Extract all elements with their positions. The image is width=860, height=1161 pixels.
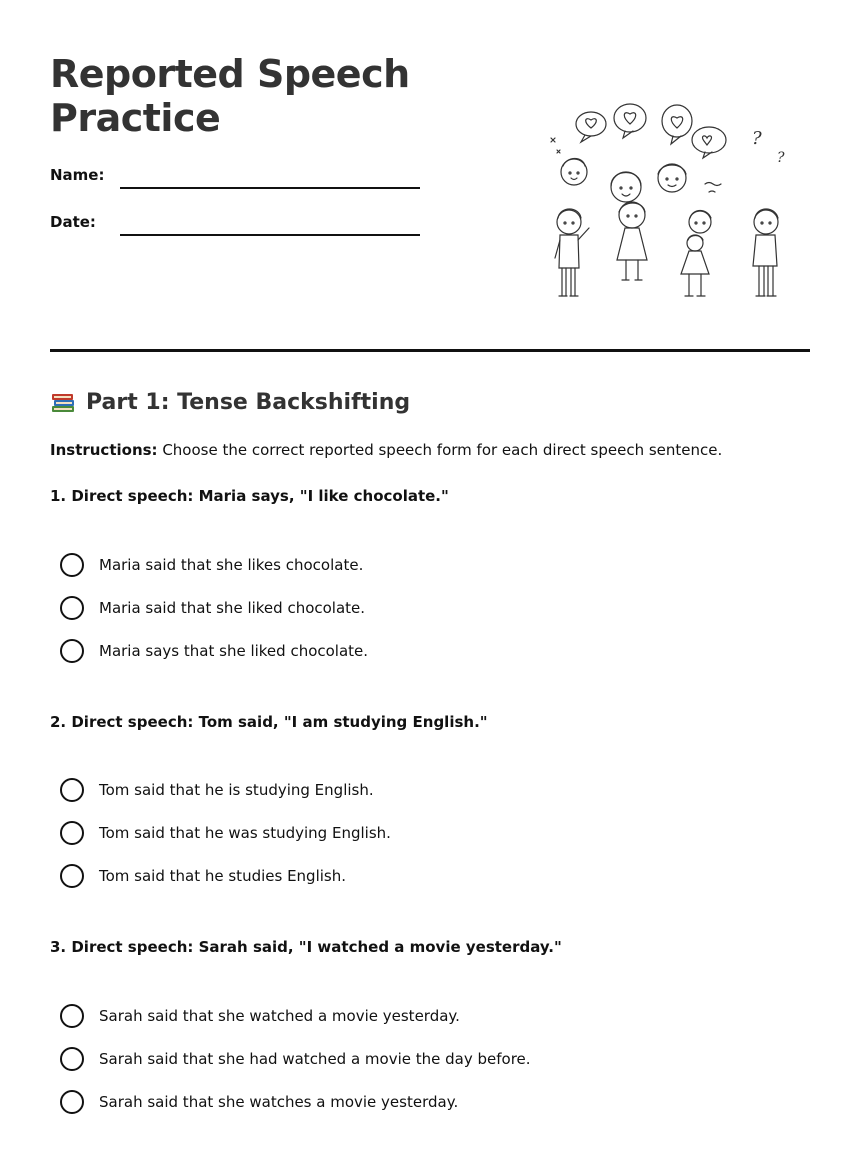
radio-button[interactable]	[60, 553, 84, 577]
option-label: Tom said that he studies English.	[99, 867, 347, 885]
option-label: Maria said that she likes chocolate.	[99, 556, 364, 574]
radio-button[interactable]	[60, 1004, 84, 1028]
option-label: Sarah said that she had watched a movie the day before.	[99, 1050, 531, 1068]
option-label: Tom said that he is studying English.	[99, 781, 374, 799]
header-divider	[50, 349, 810, 352]
answer-option[interactable]	[60, 1046, 531, 1072]
answer-option[interactable]	[60, 1003, 460, 1029]
sparkle-marks	[551, 138, 560, 153]
radio-button[interactable]	[60, 596, 84, 620]
radio-button[interactable]	[60, 639, 84, 663]
section-heading-text: Part 1: Tense Backshifting	[86, 389, 411, 415]
date-input-line[interactable]	[120, 234, 420, 236]
answer-option[interactable]	[60, 1089, 458, 1115]
answer-option[interactable]	[60, 820, 391, 846]
radio-button[interactable]	[60, 1047, 84, 1071]
option-label: Tom said that he was studying English.	[99, 824, 391, 842]
children-talking-illustration	[545, 98, 790, 303]
question-prompt-3: 3. Direct speech: Sarah said, "I watched a movie yesterday."	[50, 938, 562, 956]
child-head-left	[561, 159, 587, 186]
boy-figure-left	[555, 209, 589, 296]
answer-option[interactable]	[60, 777, 374, 803]
books-icon	[50, 389, 76, 415]
question-prompt-1: 1. Direct speech: Maria says, "I like chocolate."	[50, 487, 449, 505]
girl-figure-center	[617, 202, 647, 280]
answer-option[interactable]	[60, 552, 363, 578]
svg-text:?: ?	[777, 150, 785, 166]
name-input-line[interactable]	[120, 187, 420, 189]
name-label: Name:	[50, 166, 105, 184]
svg-text:?: ?	[752, 128, 762, 149]
radio-button[interactable]	[60, 864, 84, 888]
question-marks	[752, 128, 785, 166]
speech-bubble-1	[576, 112, 606, 142]
instructions-label: Instructions:	[50, 441, 158, 459]
child-head-right	[658, 164, 721, 192]
radio-button[interactable]	[60, 1090, 84, 1114]
child-head-middle	[611, 172, 641, 202]
section-heading	[50, 389, 410, 415]
page-title: Reported Speech Practice	[50, 52, 410, 140]
girl-figure-small	[681, 211, 711, 297]
instructions-text: Choose the correct reported speech form for each direct speech sentence.	[157, 441, 723, 459]
radio-button[interactable]	[60, 778, 84, 802]
speech-bubble-4	[692, 127, 726, 158]
boy-figure-right	[753, 209, 778, 296]
option-label: Maria said that she liked chocolate.	[99, 599, 366, 617]
date-field[interactable]	[50, 213, 430, 243]
instructions	[50, 441, 722, 459]
radio-button[interactable]	[60, 821, 84, 845]
speech-bubble-2	[614, 104, 646, 138]
answer-option[interactable]	[60, 595, 365, 621]
answer-option[interactable]	[60, 638, 368, 664]
name-field[interactable]	[50, 166, 430, 196]
option-label: Sarah said that she watches a movie yesterday.	[99, 1093, 459, 1111]
option-label: Maria says that she liked chocolate.	[99, 642, 369, 660]
date-label: Date:	[50, 213, 96, 231]
question-prompt-2: 2. Direct speech: Tom said, "I am studying English."	[50, 713, 488, 731]
speech-bubble-3	[662, 105, 692, 144]
option-label: Sarah said that she watched a movie yesterday.	[99, 1007, 460, 1025]
answer-option[interactable]	[60, 863, 346, 889]
